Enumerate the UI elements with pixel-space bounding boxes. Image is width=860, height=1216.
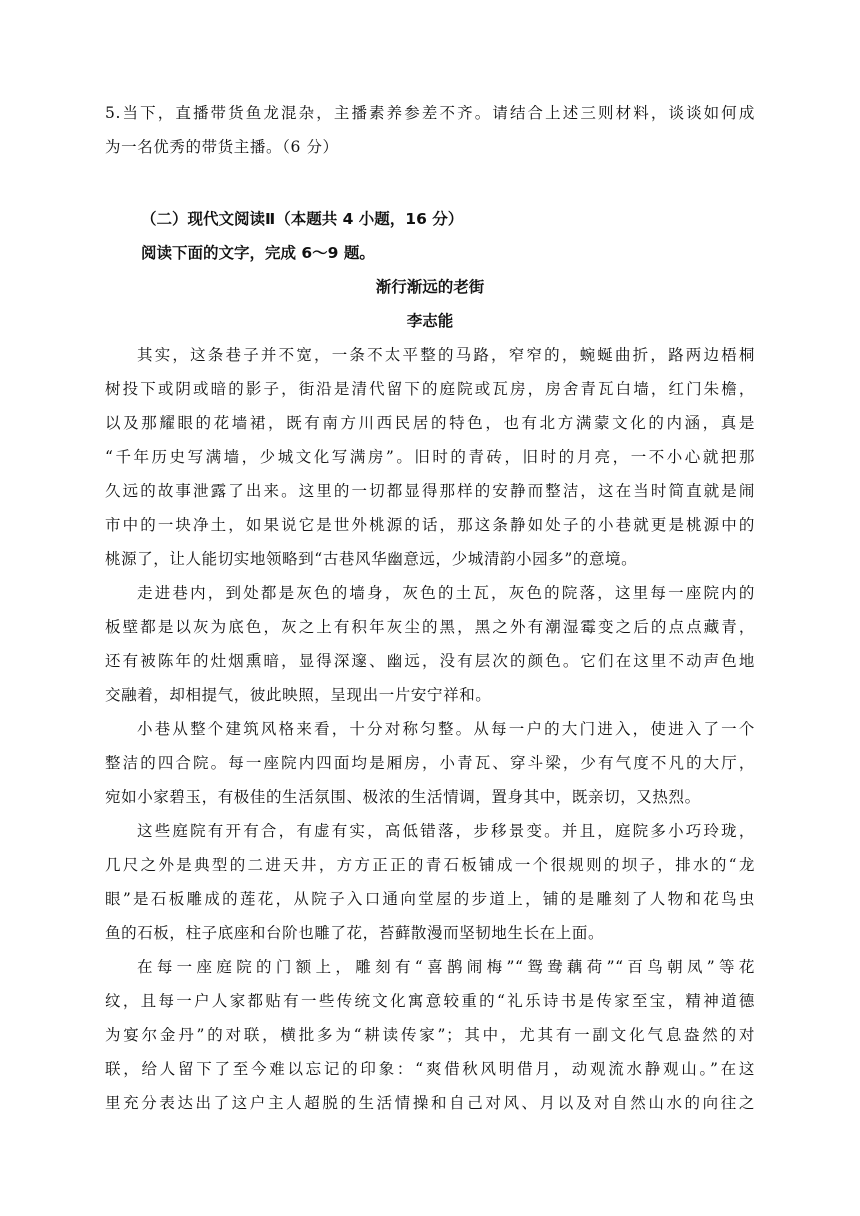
- article-paragraph: [105, 576, 755, 712]
- article-paragraph: [105, 338, 755, 576]
- article-line: 在每一座庭院的门额上，雕刻有“喜鹊闹梅”“鸳鸯藕荷”“百鸟朝凤”等花: [137, 958, 755, 976]
- section-instruction: 阅读下面的文字，完成 6～9 题。: [141, 244, 375, 262]
- article-line: 为宴尔金丹”的对联，横批多为“耕读传家”；其中，尤其有一副文化气息盎然的对: [105, 1026, 755, 1044]
- article-author: 李志能: [406, 312, 454, 330]
- article-line: 联，给人留下了至今难以忘记的印象：“爽借秋风明借月，动观流水静观山。”在这: [105, 1060, 755, 1078]
- article-line: 板壁都是以灰为底色，灰之上有积年灰尘的黑，黑之外有潮湿霉变之后的点点藏青，: [105, 618, 755, 636]
- article-line: 走进巷内，到处都是灰色的墙身，灰色的土瓦，灰色的院落，这里每一座院内的: [137, 584, 755, 602]
- article-line: 小巷从整个建筑风格来看，十分对称匀整。从每一户的大门进入，使进入了一个: [137, 720, 755, 738]
- article-line: 这些庭院有开有合，有虚有实，高低错落，步移景变。并且，庭院多小巧玲珑，: [137, 822, 755, 840]
- article-line: 纹，且每一户人家都贴有一些传统文化寓意较重的“礼乐诗书是传家至宝，精神道德: [105, 992, 755, 1010]
- article-paragraph: [105, 814, 755, 950]
- question-5-line: 为一名优秀的带货主播。（6 分）: [105, 138, 339, 156]
- article-line: 树投下或阴或暗的影子，街沿是清代留下的庭院或瓦房，房舍青瓦白墙，红门朱檐，: [105, 380, 755, 398]
- article-body: [105, 338, 755, 1120]
- article-line: 以及那耀眼的花墙裙，既有南方川西民居的特色，也有北方满蒙文化的内涵，真是: [105, 414, 755, 432]
- article-line: 鱼的石板，柱子底座和台阶也雕了花，苔藓散漫而坚韧地生长在上面。: [105, 924, 605, 942]
- article-line: 眼”是石板雕成的莲花，从院子入口通向堂屋的步道上，铺的是雕刻了人物和花鸟虫: [105, 890, 755, 908]
- article-line: 桃源了，让人能切实地领略到“古巷风华幽意远，少城清韵小园多”的意境。: [105, 550, 638, 568]
- article-title: 渐行渐远的老街: [375, 278, 485, 296]
- article-line: “千年历史写满墙，少城文化写满房”。旧时的青砖，旧时的月亮，一不小心就把那: [105, 448, 755, 466]
- article-line: 整洁的四合院。每一座院内四面均是厢房，小青瓦、穿斗梁，少有气度不凡的大厅，: [105, 754, 755, 772]
- article-line: 交融着，却相提气，彼此映照，呈现出一片安宁祥和。: [105, 686, 492, 704]
- article-line: 几尺之外是典型的二进天井，方方正正的青石板铺成一个很规则的坝子，排水的“龙: [105, 856, 755, 874]
- article-line: 宛如小家碧玉，有极佳的生活氛围、极浓的生活情调，置身其中，既亲切，又热烈。: [105, 788, 701, 806]
- article-line: 其实，这条巷子并不宽，一条不太平整的马路，窄窄的，蜿蜒曲折，路两边梧桐: [137, 346, 755, 364]
- article-line: 还有被陈年的灶烟熏暗，显得深邃、幽远，没有层次的颜色。它们在这里不动声色地: [105, 652, 755, 670]
- section-title: （二）现代文阅读Ⅱ（本题共 4 小题，16 分）: [141, 210, 464, 228]
- article-line: 久远的故事泄露了出来。这里的一切都显得那样的安静而整洁，这在当时简直就是闹: [105, 482, 755, 500]
- document-page: [105, 96, 755, 1120]
- article-line: 市中的一块净土，如果说它是世外桃源的话，那这条静如处子的小巷就更是桃源中的: [105, 516, 755, 534]
- article-paragraph: [105, 712, 755, 814]
- question-5: [105, 96, 755, 164]
- article-line: 里充分表达出了这户主人超脱的生活情操和自己对风、月以及对自然山水的向往之: [105, 1094, 755, 1112]
- article-paragraph: [105, 950, 755, 1120]
- question-5-line: 5.当下，直播带货鱼龙混杂，主播素养参差不齐。请结合上述三则材料，谈谈如何成: [105, 104, 755, 122]
